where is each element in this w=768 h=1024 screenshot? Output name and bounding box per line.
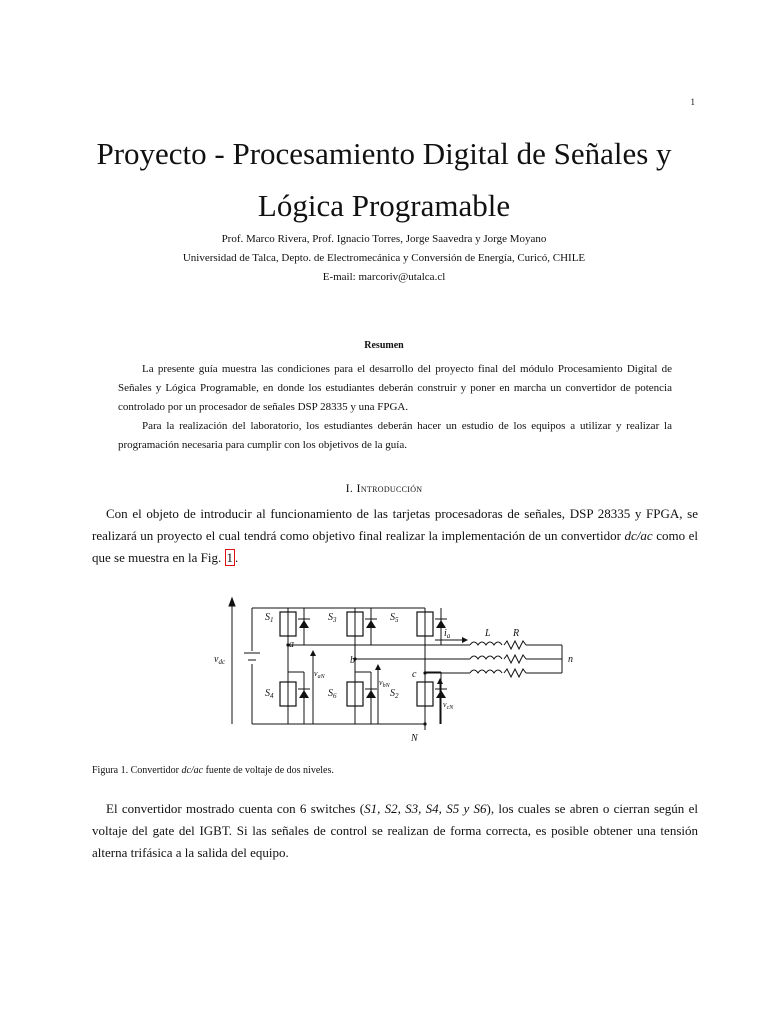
page-title (60, 128, 708, 232)
intro-text-part3: . (235, 550, 239, 565)
abstract-paragraph-2: Para la realización del laboratorio, los estudiantes deberán hacer un estudio de los equipos a utilizar y realizar la programación necesaria para cumplir con los objetivos de la guía. (118, 420, 672, 451)
label-s5: $S_5$ (390, 612, 399, 624)
label-inductance: L (485, 628, 491, 639)
title-line-1: Proyecto - Procesamiento Digital de Señales y (96, 136, 672, 171)
label-c: c (412, 669, 417, 680)
author-affiliation: Universidad de Talca, Depto. de Electromecánica y Conversión de Energía, Curicó, CHILE (182, 252, 586, 264)
para2-part1: El convertidor mostrado cuenta con 6 switches ( (106, 801, 365, 816)
inverter-circuit-diagram (200, 590, 600, 750)
label-b: b (350, 655, 355, 666)
label-ia: $i_a$ (444, 628, 451, 640)
section-heading (0, 481, 768, 496)
label-vbn: $v_{bN}$ (379, 678, 390, 689)
section-title: Introducción (356, 481, 423, 495)
para2-part2: ), los cuales se abren o cierran según el voltaje del gate del IGBT. Si las señales de control se realizan de forma correcta, es posible obtener una tensión alterna trifásica a la salida del equipo. (92, 801, 698, 860)
caption-math: dc/ac (181, 765, 204, 776)
intro-math: dc/ac (624, 528, 653, 543)
abstract-heading: Resumen (364, 340, 404, 351)
abstract (118, 360, 672, 455)
label-vdc: $v_{dc}$ (214, 654, 226, 666)
intro-paragraph (92, 503, 698, 569)
page-number: 1 (690, 97, 695, 107)
label-s4: $S_4$ (265, 688, 274, 700)
label-s1: $S_1$ (265, 612, 274, 624)
figure-reference-link[interactable]: 1 (226, 550, 233, 565)
label-resistance: R (513, 628, 520, 639)
label-vcn: $v_{cN}$ (443, 700, 454, 711)
section-number: I. (345, 481, 354, 495)
switches-paragraph (92, 798, 698, 864)
label-s3: $S_3$ (328, 612, 337, 624)
intro-text (92, 503, 698, 569)
title-line-2: Lógica Programable (257, 188, 511, 223)
label-a: a (289, 639, 294, 650)
label-s2: $S_2$ (390, 688, 399, 700)
label-N: N (411, 733, 418, 744)
intro-text-part2: como el que se muestra en la Fig. (92, 528, 699, 565)
intro-text-part1: Con el objeto de introducir al funcionamiento de las tarjetas procesadoras de señales, DSP 28335 y FPGA, se realizará un proyecto el cual tendrá como objetivo final realizar la implementación de un convertidor (92, 506, 698, 543)
switches-text (92, 798, 698, 864)
caption-prefix: Figura 1. Convertidor (92, 765, 182, 776)
author-names: Prof. Marco Rivera, Prof. Ignacio Torres, Jorge Saavedra y Jorge Moyano (221, 233, 547, 245)
label-n: n (568, 654, 573, 665)
author-email: E-mail: marcoriv@utalca.cl (322, 271, 446, 283)
abstract-paragraph-1: La presente guía muestra las condiciones para el desarrollo del proyecto final del módulo Procesamiento Digital de Señales y Lógica Programable, en donde los estudiantes deberán construir y poner en marcha un convertidor de potencia controlado por un procesador de señales DSP 28335 y una FPGA. (118, 363, 672, 413)
caption-suffix: fuente de voltaje de dos niveles. (203, 765, 334, 776)
label-van: $v_{aN}$ (314, 669, 325, 680)
switch-list: S1, S2, S3, S4, S5 y S6 (364, 801, 487, 816)
figure-caption (92, 765, 334, 776)
author-block (60, 230, 708, 287)
label-s6: $S_6$ (328, 688, 337, 700)
